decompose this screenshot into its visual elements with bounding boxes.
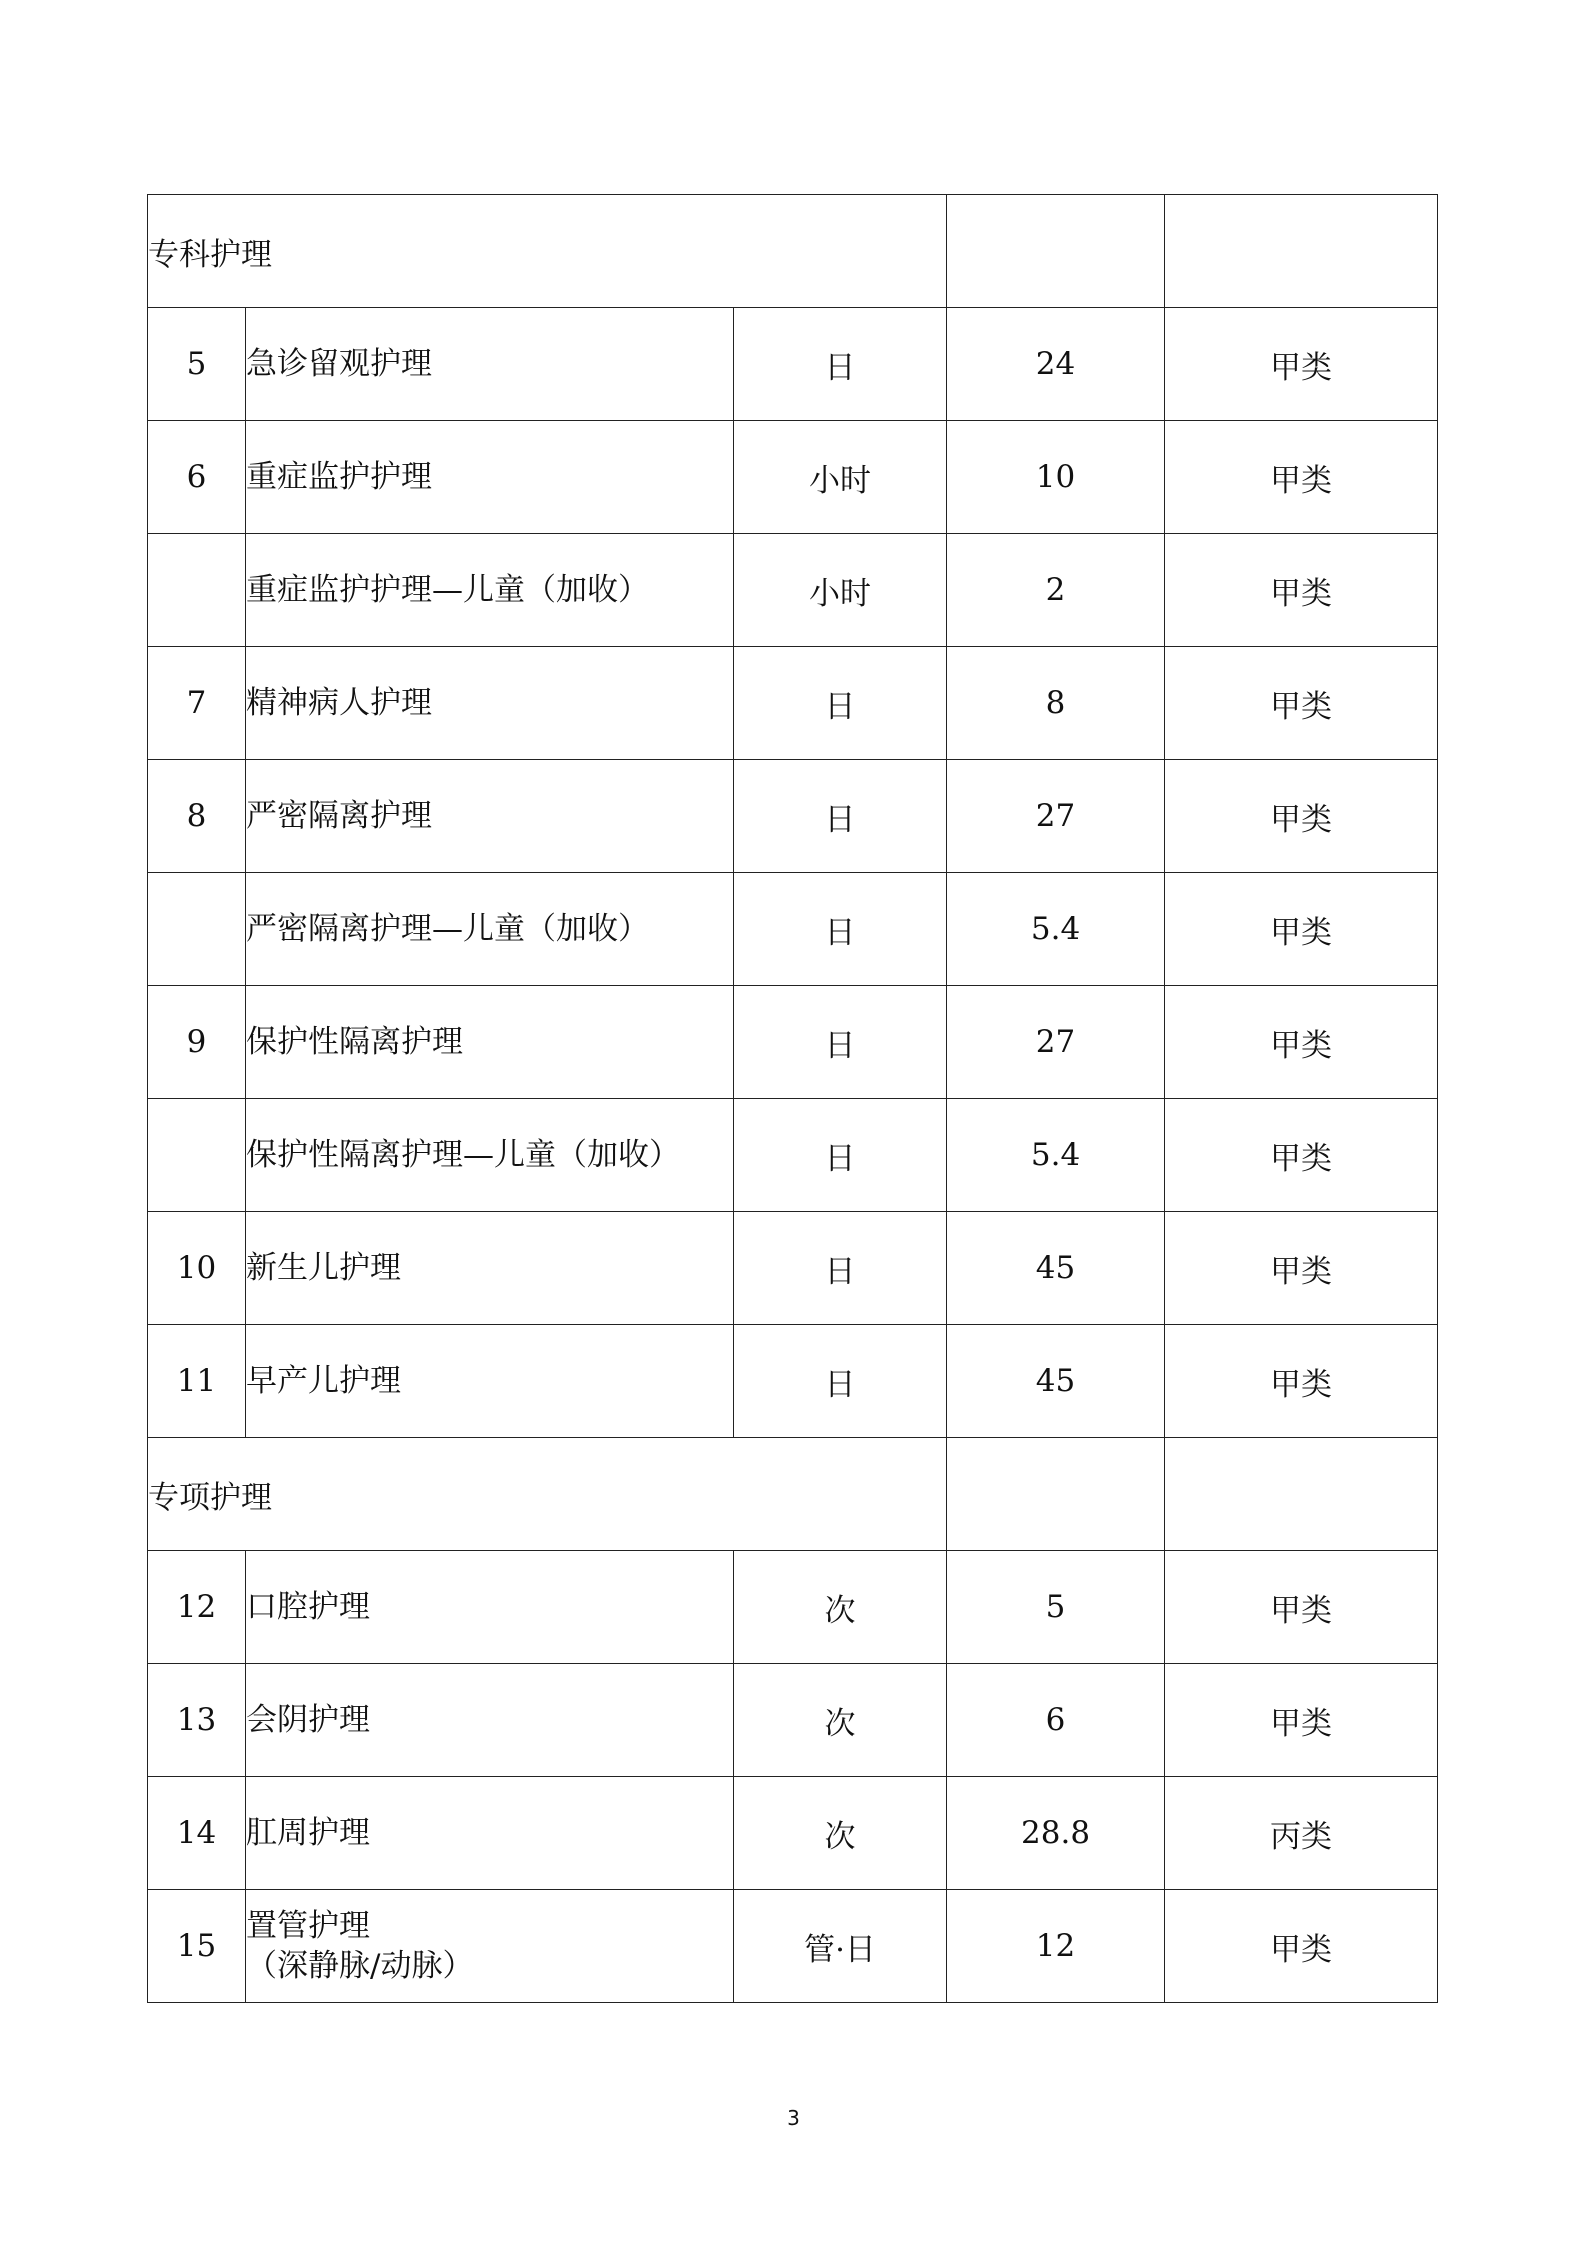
item-name-line: 严密隔离护理 xyxy=(246,797,432,834)
item-unit: 日 xyxy=(734,308,947,421)
item-price: 10 xyxy=(947,421,1165,534)
table-row xyxy=(148,760,1438,873)
table-row xyxy=(148,986,1438,1099)
item-price: 2 xyxy=(947,534,1165,647)
table-row xyxy=(148,1664,1438,1777)
table-row xyxy=(148,1777,1438,1890)
item-name xyxy=(246,1777,734,1890)
item-category: 甲类 xyxy=(1165,1551,1438,1664)
item-unit: 管·日 xyxy=(734,1890,947,2003)
item-name-line: 新生儿护理 xyxy=(246,1249,401,1286)
table-row xyxy=(148,308,1438,421)
item-price: 5.4 xyxy=(947,1099,1165,1212)
item-category: 甲类 xyxy=(1165,1212,1438,1325)
item-name-line: 肛周护理 xyxy=(246,1814,370,1851)
item-category: 甲类 xyxy=(1165,534,1438,647)
table-row xyxy=(148,1890,1438,2003)
item-name xyxy=(246,647,734,760)
item-number: 13 xyxy=(148,1664,246,1777)
item-number: 5 xyxy=(148,308,246,421)
item-price: 5 xyxy=(947,1551,1165,1664)
table-row xyxy=(148,421,1438,534)
item-category: 甲类 xyxy=(1165,421,1438,534)
item-unit: 日 xyxy=(734,986,947,1099)
item-category: 甲类 xyxy=(1165,647,1438,760)
page-number: 3 xyxy=(787,2106,800,2130)
item-category: 甲类 xyxy=(1165,1325,1438,1438)
item-number xyxy=(148,1099,246,1212)
section-label: 专科护理 xyxy=(148,195,947,308)
item-unit: 次 xyxy=(734,1664,947,1777)
item-name-line: 严密隔离护理—儿童（加收） xyxy=(246,910,649,947)
item-number: 14 xyxy=(148,1777,246,1890)
item-unit: 日 xyxy=(734,873,947,986)
item-category: 甲类 xyxy=(1165,308,1438,421)
item-unit: 小时 xyxy=(734,534,947,647)
item-unit: 次 xyxy=(734,1777,947,1890)
item-name xyxy=(246,1099,734,1212)
item-number: 7 xyxy=(148,647,246,760)
item-name-line: 精神病人护理 xyxy=(246,684,432,721)
item-price: 24 xyxy=(947,308,1165,421)
item-price: 5.4 xyxy=(947,873,1165,986)
item-price: 27 xyxy=(947,986,1165,1099)
section-header-row xyxy=(148,195,1438,308)
item-price: 45 xyxy=(947,1325,1165,1438)
item-name-line: 急诊留观护理 xyxy=(246,345,432,382)
item-price: 28.8 xyxy=(947,1777,1165,1890)
item-name xyxy=(246,1890,734,2003)
item-name-line: 重症监护护理—儿童（加收） xyxy=(246,571,649,608)
item-name xyxy=(246,421,734,534)
item-category: 甲类 xyxy=(1165,760,1438,873)
item-name-line: 口腔护理 xyxy=(246,1588,370,1625)
item-number: 12 xyxy=(148,1551,246,1664)
item-unit: 日 xyxy=(734,760,947,873)
item-number xyxy=(148,873,246,986)
table-row xyxy=(148,1099,1438,1212)
item-name-line: 会阴护理 xyxy=(246,1701,370,1738)
table-row xyxy=(148,534,1438,647)
item-category: 甲类 xyxy=(1165,1890,1438,2003)
item-name-line: 早产儿护理 xyxy=(246,1362,401,1399)
item-name xyxy=(246,760,734,873)
item-unit: 日 xyxy=(734,1325,947,1438)
table-row xyxy=(148,1551,1438,1664)
table-body xyxy=(148,195,1438,2003)
item-category: 丙类 xyxy=(1165,1777,1438,1890)
item-price: 45 xyxy=(947,1212,1165,1325)
section-category-cell xyxy=(1165,195,1438,308)
table-row xyxy=(148,1325,1438,1438)
item-category: 甲类 xyxy=(1165,986,1438,1099)
item-number: 6 xyxy=(148,421,246,534)
section-price-cell xyxy=(947,195,1165,308)
item-name xyxy=(246,1325,734,1438)
item-unit: 小时 xyxy=(734,421,947,534)
section-header-row xyxy=(148,1438,1438,1551)
section-label: 专项护理 xyxy=(148,1438,947,1551)
item-name xyxy=(246,534,734,647)
item-number xyxy=(148,534,246,647)
table-row xyxy=(148,873,1438,986)
table-row xyxy=(148,647,1438,760)
section-price-cell xyxy=(947,1438,1165,1551)
nursing-fee-table xyxy=(147,194,1438,2003)
item-name xyxy=(246,308,734,421)
item-name-line: 保护性隔离护理—儿童（加收） xyxy=(246,1136,680,1173)
table-row xyxy=(148,1212,1438,1325)
item-name xyxy=(246,1551,734,1664)
item-price: 27 xyxy=(947,760,1165,873)
item-category: 甲类 xyxy=(1165,873,1438,986)
item-number: 8 xyxy=(148,760,246,873)
item-unit: 日 xyxy=(734,647,947,760)
item-name xyxy=(246,1664,734,1777)
item-number: 9 xyxy=(148,986,246,1099)
item-unit: 次 xyxy=(734,1551,947,1664)
section-category-cell xyxy=(1165,1438,1438,1551)
item-category: 甲类 xyxy=(1165,1099,1438,1212)
item-name xyxy=(246,873,734,986)
item-name xyxy=(246,986,734,1099)
item-name-line: 置管护理 xyxy=(246,1907,370,1944)
item-name-line: 保护性隔离护理 xyxy=(246,1023,463,1060)
item-price: 12 xyxy=(947,1890,1165,2003)
item-price: 6 xyxy=(947,1664,1165,1777)
item-price: 8 xyxy=(947,647,1165,760)
item-number: 15 xyxy=(148,1890,246,2003)
item-name xyxy=(246,1212,734,1325)
item-number: 11 xyxy=(148,1325,246,1438)
item-unit: 日 xyxy=(734,1099,947,1212)
item-name-line: （深静脉/动脉） xyxy=(246,1948,474,1984)
item-name-line: 重症监护护理 xyxy=(246,458,432,495)
item-number: 10 xyxy=(148,1212,246,1325)
item-unit: 日 xyxy=(734,1212,947,1325)
item-category: 甲类 xyxy=(1165,1664,1438,1777)
